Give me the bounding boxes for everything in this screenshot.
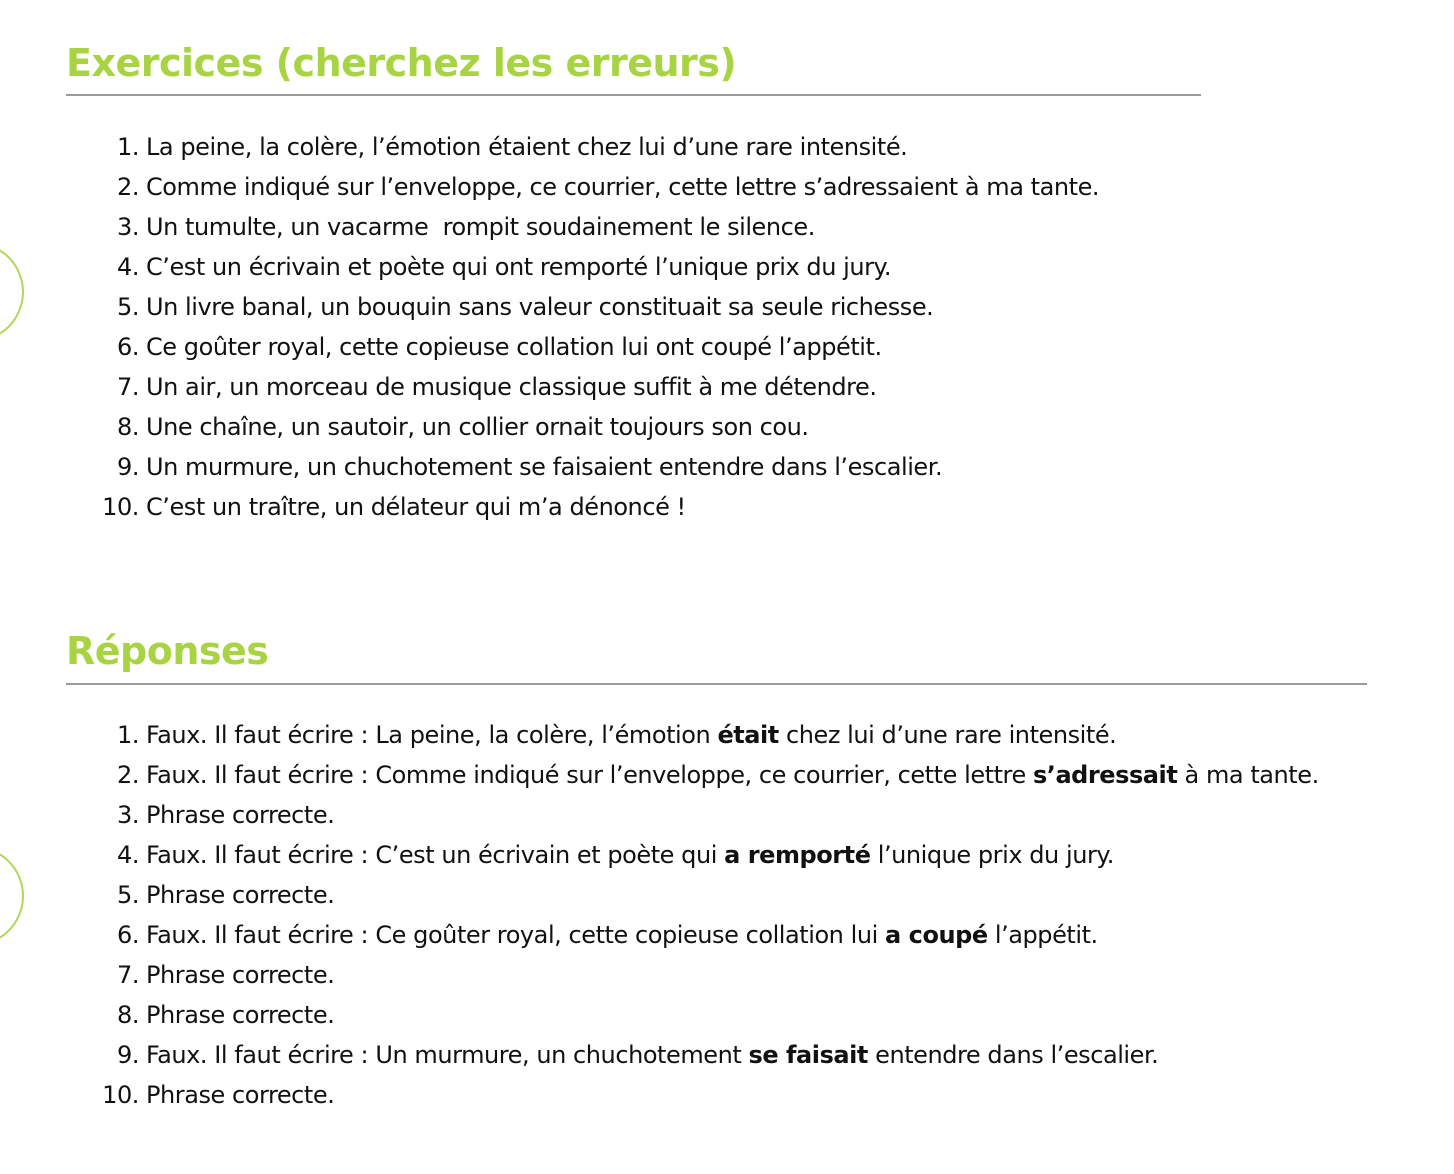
item-number: 2. [117,173,139,201]
exercise-text: Un tumulte, un vacarme rompit soudainement le silence. [146,213,815,241]
item-number: 5. [117,881,139,909]
answer-text: Phrase correcte. [146,961,335,989]
item-number: 7. [117,373,139,401]
exercise-item [0,127,1300,167]
answer-text: Faux. Il faut écrire : C’est un écrivain et poète qui [146,841,725,869]
exercise-item [0,367,1300,407]
answer-text: Faux. Il faut écrire : Comme indiqué sur l’enveloppe, ce courrier, cette lettre [146,761,1033,789]
item-number: 6. [117,333,139,361]
item-number: 8. [117,413,139,441]
exercise-item [0,167,1300,207]
answer-item [0,1035,1400,1075]
exercise-item [0,447,1300,487]
item-number: 9. [117,1041,139,1069]
answer-text: chez lui d’une rare intensité. [778,721,1117,749]
exercise-item [0,207,1300,247]
item-number: 4. [117,253,139,281]
correction-highlight: s’adressait [1032,761,1178,789]
exercise-text: Une chaîne, un sautoir, un collier ornait toujours son cou. [146,413,809,441]
exercise-text: La peine, la colère, l’émotion étaient chez lui d’une rare intensité. [146,133,908,161]
answer-item [0,875,1400,915]
correction-highlight: était [717,721,779,749]
answer-item [0,835,1400,875]
answer-item [0,995,1400,1035]
correction-highlight: a coupé [885,921,988,949]
heading-divider [66,683,1367,685]
answer-text: Phrase correcte. [146,1001,335,1029]
answers-heading: Réponses [66,629,269,673]
exercises-list [0,127,1300,527]
item-number: 1. [117,133,139,161]
answer-item [0,955,1400,995]
exercise-text: C’est un écrivain et poète qui ont remporté l’unique prix du jury. [146,253,892,281]
item-number: 10. [102,1081,139,1109]
exercise-item [0,407,1300,447]
exercise-item [0,287,1300,327]
heading-divider [66,94,1201,96]
answer-text: l’unique prix du jury. [870,841,1114,869]
answer-item [0,1075,1400,1115]
answer-item [0,795,1400,835]
exercise-text: Ce goûter royal, cette copieuse collation lui ont coupé l’appétit. [146,333,882,361]
item-number: 4. [117,841,139,869]
exercise-text: C’est un traître, un délateur qui m’a dénoncé ! [146,493,686,521]
correction-highlight: a remporté [724,841,871,869]
answer-text: Phrase correcte. [146,1081,335,1109]
exercise-text: Un air, un morceau de musique classique suffit à me détendre. [146,373,877,401]
item-number: 3. [117,213,139,241]
item-number: 1. [117,721,139,749]
answer-text: Faux. Il faut écrire : La peine, la colère, l’émotion [146,721,718,749]
item-number: 7. [117,961,139,989]
item-number: 5. [117,293,139,321]
item-number: 3. [117,801,139,829]
correction-highlight: se faisait [748,1041,868,1069]
item-number: 6. [117,921,139,949]
answer-text: à ma tante. [1177,761,1319,789]
answer-text: Faux. Il faut écrire : Ce goûter royal, cette copieuse collation lui [146,921,886,949]
exercise-text: Comme indiqué sur l’enveloppe, ce courrier, cette lettre s’adressaient à ma tante. [146,173,1100,201]
answer-text: Phrase correcte. [146,801,335,829]
exercise-item [0,247,1300,287]
answer-item [0,755,1400,795]
answer-item [0,715,1400,755]
item-number: 9. [117,453,139,481]
exercise-item [0,327,1300,367]
exercise-item [0,487,1300,527]
answer-text: Faux. Il faut écrire : Un murmure, un chuchotement [146,1041,749,1069]
exercise-text: Un murmure, un chuchotement se faisaient entendre dans l’escalier. [146,453,943,481]
answer-text: entendre dans l’escalier. [867,1041,1159,1069]
answer-item [0,915,1400,955]
answer-text: l’appétit. [987,921,1098,949]
answers-list [0,715,1400,1115]
item-number: 2. [117,761,139,789]
item-number: 8. [117,1001,139,1029]
exercises-heading: Exercices (cherchez les erreurs) [66,41,737,85]
answer-text: Phrase correcte. [146,881,335,909]
exercise-text: Un livre banal, un bouquin sans valeur constituait sa seule richesse. [146,293,934,321]
item-number: 10. [102,493,139,521]
